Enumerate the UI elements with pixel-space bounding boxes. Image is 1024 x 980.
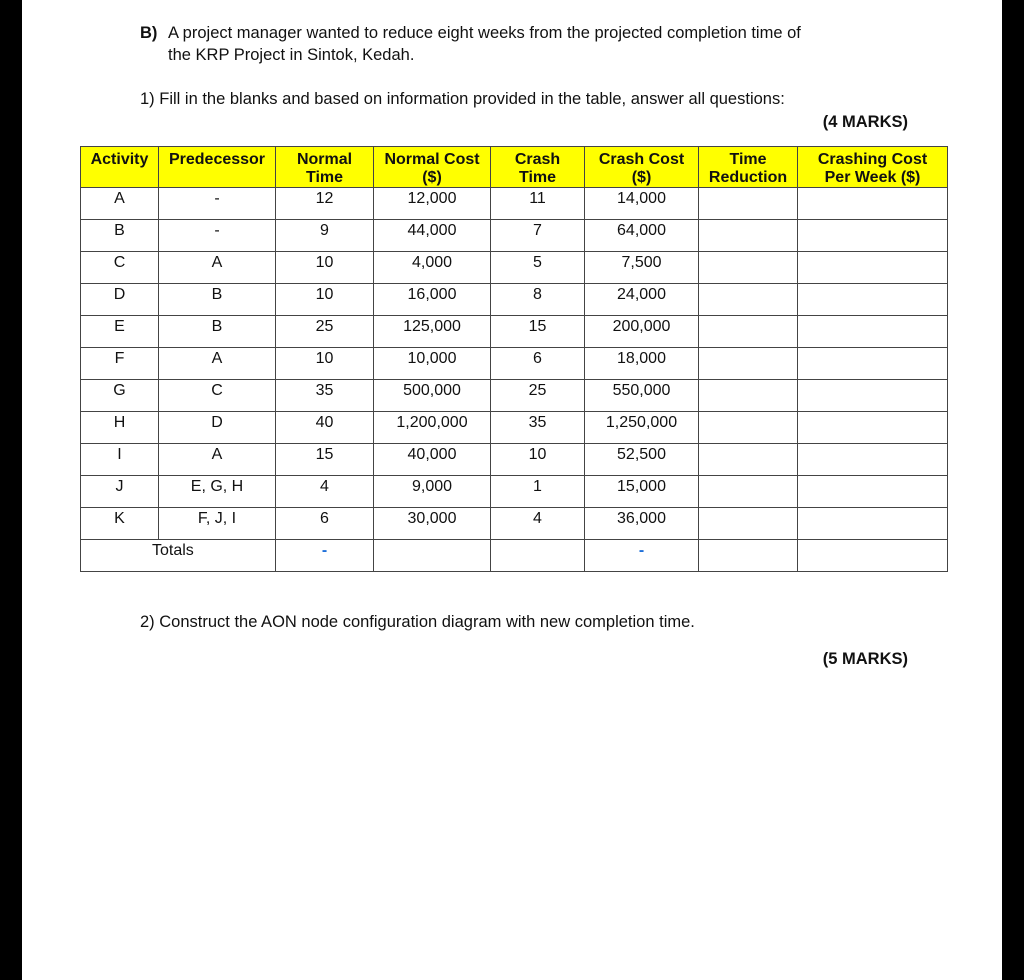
- column-header: [276, 147, 374, 188]
- table-cell: H: [81, 412, 159, 444]
- crashing-table: [80, 146, 948, 572]
- table-cell: A: [159, 444, 276, 476]
- table-cell: 200,000: [585, 316, 699, 348]
- table-cell: 4,000: [374, 252, 491, 284]
- table-cell: 14,000: [585, 188, 699, 220]
- table-cell: G: [81, 380, 159, 412]
- table-cell: 7: [491, 220, 585, 252]
- table-cell: D: [159, 412, 276, 444]
- table-cell: 6: [276, 508, 374, 540]
- table-header-row: [81, 147, 948, 188]
- table-cell[interactable]: [798, 316, 948, 348]
- table-cell: 35: [276, 380, 374, 412]
- table-cell: F: [81, 348, 159, 380]
- column-header: [585, 147, 699, 188]
- part2-marks: (5 MARKS): [822, 650, 908, 668]
- table-cell[interactable]: [699, 252, 798, 284]
- totals-label: Totals: [81, 540, 276, 572]
- table-cell: B: [81, 220, 159, 252]
- table-cell: C: [81, 252, 159, 284]
- part2-instruction: 2) Construct the AON node configuration diagram with new completion time.: [140, 613, 695, 631]
- table-row: [81, 316, 948, 348]
- column-header-line1: Predecessor: [168, 151, 266, 168]
- table-cell: 52,500: [585, 444, 699, 476]
- table-cell: I: [81, 444, 159, 476]
- table-cell: C: [159, 380, 276, 412]
- column-header: [699, 147, 798, 188]
- totals-crash-cost[interactable]: -: [585, 540, 699, 572]
- table-cell: 10: [276, 348, 374, 380]
- column-header-line2: Reduction: [708, 169, 788, 186]
- table-cell[interactable]: [699, 348, 798, 380]
- table-row: [81, 284, 948, 316]
- question-text-line1: A project manager wanted to reduce eight weeks from the projected completion time of: [168, 24, 801, 42]
- table-cell: 4: [491, 508, 585, 540]
- table-row: [81, 508, 948, 540]
- table-row: [81, 412, 948, 444]
- table-cell: 18,000: [585, 348, 699, 380]
- column-header-line1: Time: [729, 151, 767, 168]
- column-header-line1: Crashing Cost: [817, 151, 928, 168]
- table-cell: A: [81, 188, 159, 220]
- table-cell: B: [159, 284, 276, 316]
- table-row: [81, 348, 948, 380]
- table-cell: B: [159, 316, 276, 348]
- column-header: [159, 147, 276, 188]
- table-cell: 12: [276, 188, 374, 220]
- totals-row: [81, 540, 948, 572]
- part1-instruction: 1) Fill in the blanks and based on information provided in the table, answer all questions:: [140, 90, 785, 108]
- column-header-line1: Crash Cost: [598, 151, 685, 168]
- table-cell: 30,000: [374, 508, 491, 540]
- table-cell: 64,000: [585, 220, 699, 252]
- table-cell: 16,000: [374, 284, 491, 316]
- table-row: [81, 476, 948, 508]
- table-cell[interactable]: [798, 220, 948, 252]
- table-cell[interactable]: [699, 476, 798, 508]
- table-row: [81, 220, 948, 252]
- table-cell: 1,200,000: [374, 412, 491, 444]
- table-row: [81, 252, 948, 284]
- table-cell: K: [81, 508, 159, 540]
- table-cell[interactable]: [798, 412, 948, 444]
- column-header-line1: Activity: [90, 151, 149, 168]
- table-cell[interactable]: [699, 220, 798, 252]
- table-cell: 6: [491, 348, 585, 380]
- totals-crashing-cost[interactable]: [798, 540, 948, 572]
- table-cell: 35: [491, 412, 585, 444]
- totals-normal-time[interactable]: -: [276, 540, 374, 572]
- table-cell: 125,000: [374, 316, 491, 348]
- table-cell: 10,000: [374, 348, 491, 380]
- table-cell: 40,000: [374, 444, 491, 476]
- totals-time-reduction[interactable]: [699, 540, 798, 572]
- table-cell: 5: [491, 252, 585, 284]
- table-cell[interactable]: [798, 284, 948, 316]
- table-cell[interactable]: [798, 188, 948, 220]
- column-header: [81, 147, 159, 188]
- table-cell: 10: [276, 284, 374, 316]
- table-cell: E: [81, 316, 159, 348]
- table-cell: 24,000: [585, 284, 699, 316]
- column-header: [374, 147, 491, 188]
- table-cell[interactable]: [798, 380, 948, 412]
- totals-crash-time[interactable]: [491, 540, 585, 572]
- column-header-line1: Crash: [514, 151, 561, 168]
- table-cell: 25: [491, 380, 585, 412]
- question-label: B): [140, 24, 158, 42]
- table-body: [81, 188, 948, 572]
- question-header: [140, 22, 920, 66]
- totals-normal-cost[interactable]: [374, 540, 491, 572]
- table-cell: -: [159, 220, 276, 252]
- table-cell: 40: [276, 412, 374, 444]
- table-cell: 25: [276, 316, 374, 348]
- table-cell: A: [159, 348, 276, 380]
- table-cell: F, J, I: [159, 508, 276, 540]
- table-cell: D: [81, 284, 159, 316]
- column-header-line2: ($): [631, 169, 652, 186]
- table-cell: 15: [276, 444, 374, 476]
- table-cell: 44,000: [374, 220, 491, 252]
- column-header-line2: Per Week ($): [824, 169, 921, 186]
- table-cell[interactable]: [798, 252, 948, 284]
- table-cell: 10: [276, 252, 374, 284]
- table-cell[interactable]: [699, 188, 798, 220]
- table-cell[interactable]: [699, 316, 798, 348]
- table-cell[interactable]: [699, 508, 798, 540]
- table-row: [81, 380, 948, 412]
- table-cell: -: [159, 188, 276, 220]
- table-cell: 12,000: [374, 188, 491, 220]
- table-cell: 7,500: [585, 252, 699, 284]
- table-cell: E, G, H: [159, 476, 276, 508]
- table-cell: 9: [276, 220, 374, 252]
- column-header-line2: Time: [305, 169, 344, 186]
- table-cell: 11: [491, 188, 585, 220]
- document-page: [22, 0, 1002, 980]
- table-cell: 4: [276, 476, 374, 508]
- table-cell[interactable]: [798, 476, 948, 508]
- table-cell: 10: [491, 444, 585, 476]
- table-cell: 8: [491, 284, 585, 316]
- column-header-line2: ($): [422, 169, 442, 186]
- table-cell: 15: [491, 316, 585, 348]
- table-cell[interactable]: [798, 348, 948, 380]
- column-header: [491, 147, 585, 188]
- table-cell: 550,000: [585, 380, 699, 412]
- table-cell: 1: [491, 476, 585, 508]
- column-header-line1: Normal Cost: [384, 151, 480, 168]
- table-cell: A: [159, 252, 276, 284]
- column-header: [798, 147, 948, 188]
- table-cell[interactable]: [699, 284, 798, 316]
- table-cell[interactable]: [699, 412, 798, 444]
- table-cell[interactable]: [699, 380, 798, 412]
- part1-marks: (4 MARKS): [822, 113, 908, 131]
- table-row: [81, 444, 948, 476]
- table-cell: 9,000: [374, 476, 491, 508]
- table-cell: 15,000: [585, 476, 699, 508]
- table-cell[interactable]: [699, 444, 798, 476]
- table-cell[interactable]: [798, 508, 948, 540]
- table-cell: 36,000: [585, 508, 699, 540]
- column-header-line1: Normal: [296, 151, 353, 168]
- column-header-line2: Time: [518, 169, 557, 186]
- question-text-line2: the KRP Project in Sintok, Kedah.: [168, 46, 415, 64]
- table-cell: 500,000: [374, 380, 491, 412]
- table-row: [81, 188, 948, 220]
- table-cell: 1,250,000: [585, 412, 699, 444]
- table-cell: J: [81, 476, 159, 508]
- table-cell[interactable]: [798, 444, 948, 476]
